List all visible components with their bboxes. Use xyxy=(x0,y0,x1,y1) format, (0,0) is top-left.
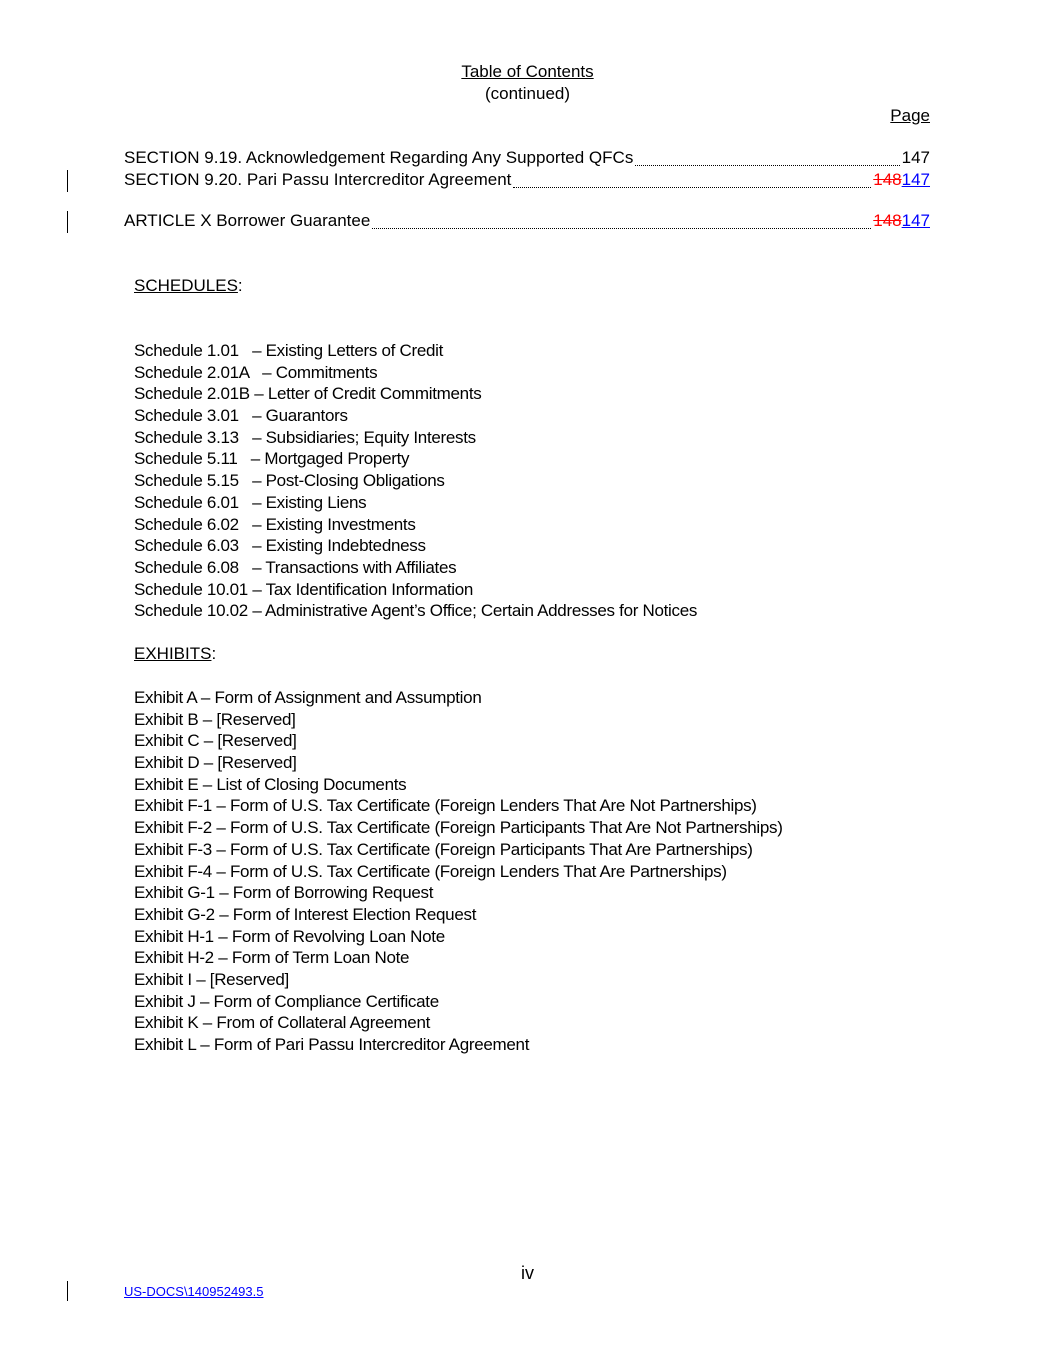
change-bar xyxy=(67,170,68,192)
schedule-item: Schedule 1.01 – Existing Letters of Credit xyxy=(134,341,444,360)
toc-subtitle: (continued) xyxy=(484,84,571,103)
toc-entry-section-9-19[interactable] xyxy=(124,148,930,170)
toc-entry-label: SECTION 9.20. Pari Passu Intercreditor Agreement xyxy=(124,170,512,189)
exhibit-item: Exhibit F-3 – Form of U.S. Tax Certificate (Foreign Participants That Are Partnerships) xyxy=(134,839,753,859)
schedule-item: Schedule 6.02 – Existing Investments xyxy=(134,514,416,534)
schedule-item: Schedule 6.01 – Existing Liens xyxy=(134,492,367,512)
exhibit-item: Exhibit L – Form of Pari Passu Intercreditor Agreement xyxy=(134,1035,530,1054)
exhibit-item: Exhibit F-4 – Form of U.S. Tax Certificate (Foreign Lenders That Are Partnerships) xyxy=(134,861,727,881)
dot-leader xyxy=(635,165,899,166)
exhibit-item: Exhibit A – Form of Assignment and Assumption xyxy=(134,688,482,707)
exhibit-item: Exhibit F-1 – Form of U.S. Tax Certificate (Foreign Lenders That Are Not Partnerships) xyxy=(134,796,757,816)
inserted-page-number[interactable]: 147 xyxy=(901,211,930,230)
schedule-item: Schedule 5.11 – Mortgaged Property xyxy=(134,449,410,469)
schedule-item: Schedule 6.08 – Transactions with Affiliates xyxy=(134,557,457,577)
exhibit-item: Exhibit J – Form of Compliance Certificate xyxy=(134,991,439,1011)
inserted-page-number[interactable]: 147 xyxy=(901,170,930,189)
exhibit-item: Exhibit K – From of Collateral Agreement xyxy=(134,1013,431,1033)
page-number: iv xyxy=(521,1263,534,1283)
schedule-item: Schedule 10.01 – Tax Identification Information xyxy=(134,579,474,599)
exhibit-item: Exhibit F-2 – Form of U.S. Tax Certificate (Foreign Participants That Are Not Partnerships) xyxy=(134,818,783,838)
page-column-label: Page xyxy=(890,106,930,125)
deleted-page-number: 148 xyxy=(873,170,902,189)
exhibit-item: Exhibit C – [Reserved] xyxy=(134,731,297,751)
exhibit-item: Exhibit I – [Reserved] xyxy=(134,969,289,989)
exhibits-list xyxy=(134,687,783,1056)
toc-entry-page xyxy=(873,211,930,231)
schedule-item: Schedule 3.13 – Subsidiaries; Equity Interests xyxy=(134,427,476,447)
toc-entry-page: 147 xyxy=(901,148,930,167)
toc-entry-label: ARTICLE X Borrower Guarantee xyxy=(124,211,371,230)
schedules-list xyxy=(134,340,697,622)
schedule-item: Schedule 10.02 – Administrative Agent’s Office; Certain Addresses for Notices xyxy=(134,601,698,621)
schedules-heading: SCHEDULES: xyxy=(134,276,243,295)
schedule-item: Schedule 6.03 – Existing Indebtedness xyxy=(134,536,426,556)
exhibits-heading: EXHIBITS: xyxy=(134,644,217,663)
schedule-item: Schedule 2.01A – Commitments xyxy=(134,362,378,382)
toc-title: Table of Contents xyxy=(461,62,594,81)
exhibit-item: Exhibit D – [Reserved] xyxy=(134,753,297,773)
change-bar xyxy=(67,1281,68,1301)
schedule-item: Schedule 3.01 – Guarantors xyxy=(134,406,348,426)
toc-entry-section-9-20[interactable] xyxy=(124,170,930,192)
deleted-page-number: 148 xyxy=(873,211,902,230)
schedule-item: Schedule 2.01B – Letter of Credit Commitments xyxy=(134,384,482,404)
toc-entry-article-x[interactable] xyxy=(124,211,930,233)
document-reference-link[interactable]: US-DOCS\140952493.5 xyxy=(124,1284,264,1299)
toc-entry-label: SECTION 9.19. Acknowledgement Regarding Any Supported QFCs xyxy=(124,148,634,167)
dot-leader xyxy=(372,228,871,229)
change-bar xyxy=(67,211,68,233)
exhibit-item: Exhibit H-2 – Form of Term Loan Note xyxy=(134,948,410,968)
exhibit-item: Exhibit H-1 – Form of Revolving Loan Note xyxy=(134,926,445,946)
exhibit-item: Exhibit B – [Reserved] xyxy=(134,709,296,729)
exhibit-item: Exhibit G-1 – Form of Borrowing Request xyxy=(134,883,434,903)
dot-leader xyxy=(513,187,871,188)
exhibit-item: Exhibit G-2 – Form of Interest Election Request xyxy=(134,904,477,924)
toc-entry-page xyxy=(873,170,930,190)
schedule-item: Schedule 5.15 – Post-Closing Obligations xyxy=(134,471,445,491)
exhibit-item: Exhibit E – List of Closing Documents xyxy=(134,774,407,794)
